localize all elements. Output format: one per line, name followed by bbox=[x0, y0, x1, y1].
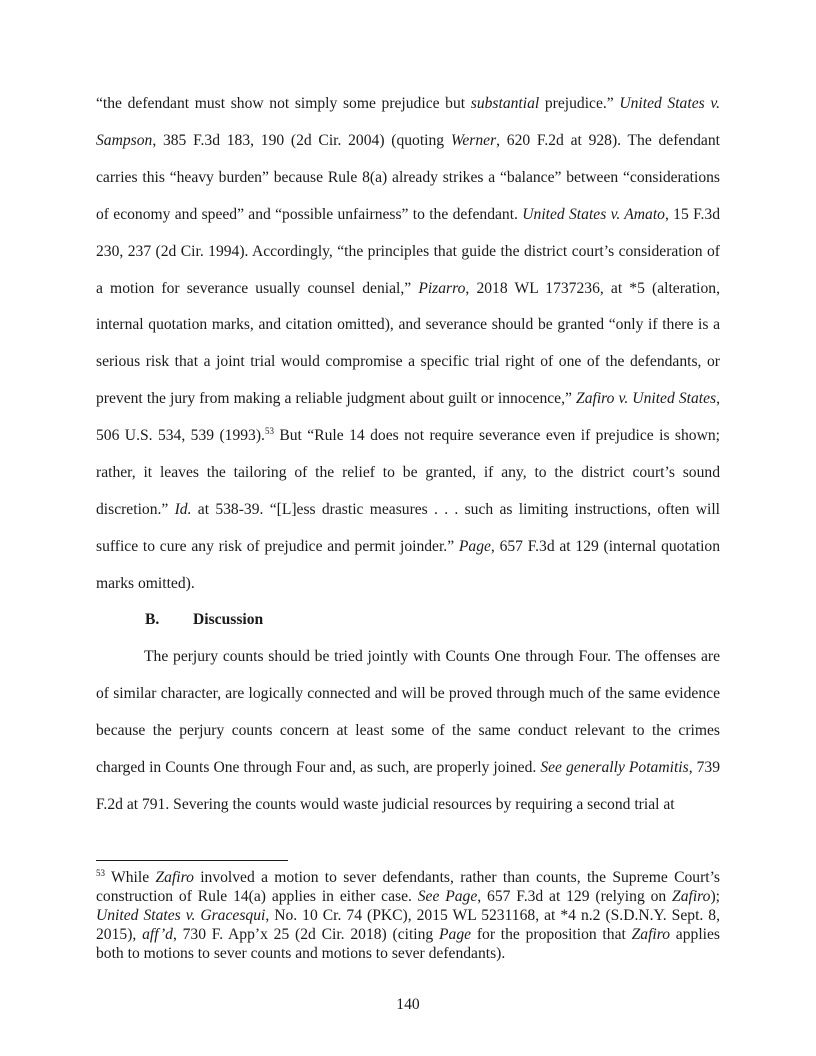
text-run: prejudice.” bbox=[539, 95, 620, 112]
text-run: ); bbox=[710, 888, 720, 905]
case-name-pizarro: Pizarro bbox=[418, 279, 466, 297]
text-run: The perjury counts should be tried jointly with Counts One through Four. The offenses are of similar character, are logically connected and will be proved through much of the same evidence because the perjury counts concern at least some of the same conduct relevant to the crimes charged in Counts One through Four and, as such, are properly joined. bbox=[96, 648, 720, 776]
id-citation: Id. bbox=[174, 500, 192, 518]
footnote-53 bbox=[96, 868, 720, 963]
case-name-gracesqui: United States v. Gracesqui bbox=[96, 907, 266, 924]
citation-text: , 657 F.3d at 129 (internal quotation marks omitted). bbox=[96, 537, 720, 592]
text-run: , 739 F.2d at 791. Severing the counts would waste judicial resources by requiring a second trial at bbox=[96, 758, 721, 813]
case-name-zafiro: Zafiro v. United States bbox=[576, 390, 717, 408]
citation-text: , No. 10 Cr. 74 (PKC), 2015 WL 5231168, at *4 n.2 (S.D.N.Y. Sept. 8, 2015), bbox=[96, 907, 720, 943]
text-run: “the defendant must show not simply some prejudice but bbox=[96, 95, 471, 112]
case-name-page: Page bbox=[439, 926, 472, 943]
citation-text: , 657 F.3d at 129 (relying on bbox=[477, 888, 673, 905]
affirmed-signal: aff’d bbox=[142, 926, 173, 943]
body-paragraph-discussion bbox=[96, 639, 720, 824]
text-run: , 15 F.3d 230, 237 (2d Cir. 1994). Accordingly, “the principles that guide the district court’s consideration of a motion for severance usually counsel denial,” bbox=[96, 205, 720, 297]
case-name-page: Page bbox=[458, 537, 491, 555]
case-name-werner: Werner bbox=[450, 131, 497, 149]
body-paragraph-severance-standard bbox=[96, 86, 720, 603]
emphasis-substantial: substantial bbox=[470, 95, 540, 112]
text-run: , 620 F.2d at 928). The defendant carries this “heavy burden” because Rule 8(a) already strikes a “balance” between “considerations of economy and speed” and “possible unfairness” to the defendant. bbox=[96, 131, 720, 223]
section-heading bbox=[145, 602, 545, 639]
text-run: at 538-39. “[L]ess drastic measures . . . such as limiting instructions, often will suffice to cure any risk of prejudice and permit joinder.” bbox=[96, 500, 720, 555]
citation-text: , 385 F.3d 183, 190 (2d Cir. 2004) (quoting bbox=[152, 131, 451, 149]
case-name-zafiro: Zafiro bbox=[631, 926, 671, 943]
footnote-number: 53 bbox=[96, 868, 105, 878]
text-run: , 2018 WL 1737236, at *5 (alteration, internal quotation marks, and citation omitted), and severance should be granted “only if there is a serious risk that a joint trial would compromise a specific trial right of one of the defendants, or prevent the jury from making a reliable judgment about guilt or innocence,” bbox=[96, 279, 721, 408]
text-run: involved a motion to sever defendants, rather than counts, the Supreme Court’s construction of Rule 14(a) applies in either case. bbox=[96, 869, 720, 905]
case-name-zafiro: Zafiro bbox=[155, 869, 194, 886]
citation-text: , 506 U.S. 534, 539 (1993). bbox=[96, 390, 721, 445]
text-run: applies both to motions to sever counts and motions to sever defendants). bbox=[96, 926, 720, 962]
case-name-amato: United States v. Amato bbox=[522, 205, 665, 223]
text-run: But “Rule 14 does not require severance even if prejudice is shown; rather, it leaves the tailoring of the relief to be granted, if any, to the district court’s sound discretion.” bbox=[96, 427, 720, 518]
footnote-separator bbox=[96, 860, 288, 861]
footnote-reference-53[interactable]: 53 bbox=[264, 426, 274, 437]
text-run: for the proposition that bbox=[471, 926, 632, 943]
case-name-sampson: United States v. Sampson bbox=[96, 95, 720, 149]
text-run: While bbox=[105, 869, 156, 886]
case-name-zafiro: Zafiro bbox=[672, 888, 711, 905]
page-number: 140 bbox=[396, 996, 420, 1013]
citation-text: , 730 F. App’x 25 (2d Cir. 2018) (citing bbox=[172, 926, 439, 943]
section-number: B. bbox=[145, 611, 160, 628]
case-name-potamitis: See generally Potamitis bbox=[540, 758, 689, 776]
section-title: Discussion bbox=[193, 611, 264, 628]
signal-see-page: See Page bbox=[417, 888, 478, 905]
